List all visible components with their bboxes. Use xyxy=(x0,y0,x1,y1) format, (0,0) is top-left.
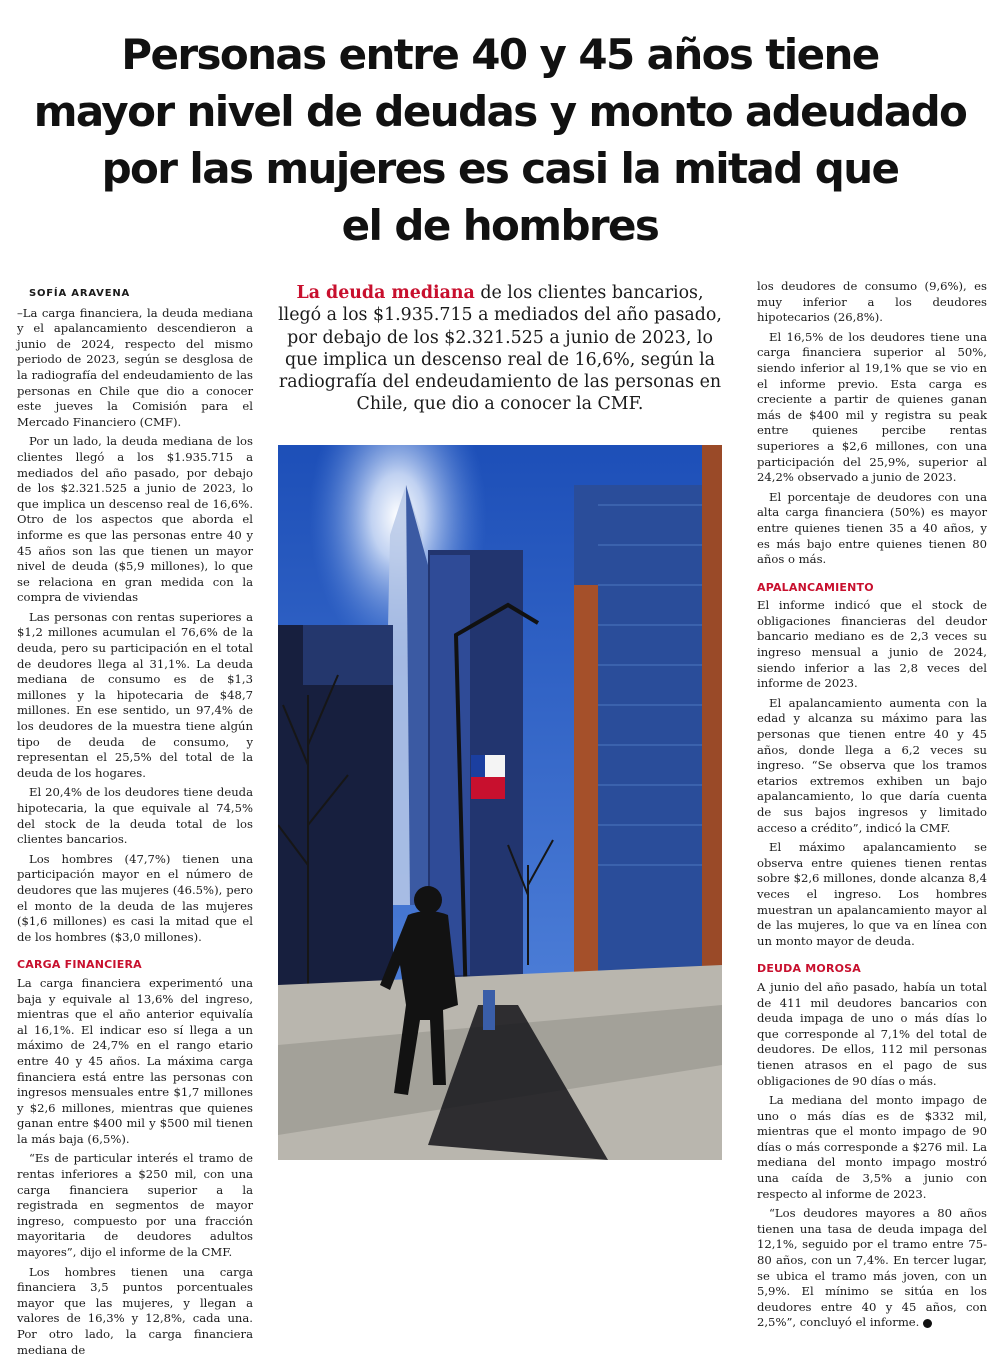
paragraph: los deudores de consumo (9,6%), es muy inferior a los deudores hipotecarios (26,8%). xyxy=(757,279,987,325)
paragraph: El informe indicó que el stock de obligaciones financieras del deudor bancario mediano es de 2,3 veces su ingreso mensual a junio de 2024, siendo inferior a las 2,8 veces del informe de 2023. xyxy=(757,598,987,691)
city-skyline-photo xyxy=(278,445,722,1160)
paragraph: –La carga financiera, la deuda mediana y el apalancamiento descendieron a junio de 2024, respecto del mismo periodo de 2023, según se desglosa de la radiografía del endeudamiento de las personas en Chile que dio a conocer este jueves la Comisión para el Mercado Financiero (CMF). xyxy=(17,305,253,429)
paragraph: El porcentaje de deudores con una alta carga financiera (50%) es mayor entre quienes tienen 35 a 40 años, y es más bajo entre quienes tienen 80 años o más. xyxy=(757,489,987,567)
headline-line-3: por las mujeres es casi la mitad que xyxy=(101,144,899,193)
headline-line-4: el de hombres xyxy=(341,201,659,250)
end-mark-icon: P xyxy=(923,1319,932,1328)
paragraph: El máximo apalancamiento se observa entre quienes tienen rentas sobre $2,6 millones, donde alcanza 8,4 veces el ingreso. Los hombres muestran un apalancamiento mayor al de las mujeres, lo que va en línea con un monto mayor de deuda. xyxy=(757,840,987,948)
paragraph: La mediana del monto impago de uno o más días es de $332 mil, mientras que el monto impago de 90 días o más corresponde a $276 mil. La mediana del monto impago mostró una caída de 3,5% a junio con respecto al informe de 2023. xyxy=(757,1093,987,1201)
subhead-apalancamiento: APALANCAMIENTO xyxy=(757,580,874,594)
headline-line-1: Personas entre 40 y 45 años tiene xyxy=(121,30,879,79)
subhead-carga-financiera: CARGA FINANCIERA xyxy=(17,958,142,972)
lead-text: de los clientes bancarios, llegó a los $1.935.715 a mediados del año pasado, por debajo de los $2.321.525 a junio de 2023, lo que implica un descenso real de 16,6%, según la radiografía del endeudamiento de las personas en Chile, que dio a conocer la CMF. xyxy=(278,283,722,415)
paragraph: La carga financiera experimentó una baja y equivale al 13,6% del ingreso, mientras que el año anterior equivalía al 16,1%. El indicar eso sí llega a un máximo de 24,7% en el rango etario entre 40 y 45 años. La máxima carga financiera está entre las personas con ingresos mensuales entre $1,7 millones y $2,6 millones, mientras que quienes ganan entre $400 mil y $500 mil tienen la más baja (6,5%). xyxy=(17,975,253,1146)
paragraph-closing xyxy=(757,1206,987,1331)
paragraph: Por un lado, la deuda mediana de los clientes llegó a los $1.935.715 a mediados del año pasado, por debajo de los $2.321.525 a junio de 2023, lo que implica un descenso real de 16,6%. Otro de los aspectos que aborda el informe es que las personas entre 40 y 45 años son las que tienen un mayor nivel de deuda ($5,9 millones), lo que se relaciona en gran medida con la compra de viviendas xyxy=(17,434,253,605)
lead-accent: La deuda mediana xyxy=(296,283,475,303)
headline xyxy=(0,26,1000,254)
paragraph: El 16,5% de los deudores tiene una carga financiera superior al 50%, siendo inferior al 19,1% que se vio en el informe previo. Esta carga es creciente a partir de quienes ganan más de $400 mil y registra su peak entre quienes percibe rentas superiores a $2,6 millones, con una participación del 25,9%, superior al 24,2% observado a junio de 2023. xyxy=(757,329,987,485)
paragraph: El 20,4% de los deudores tiene deuda hipotecaria, la que equivale al 74,5% del stock de la deuda total de los clientes bancarios. xyxy=(17,785,253,847)
paragraph: Los hombres tienen una carga financiera 3,5 puntos porcentuales mayor que las mujeres, y llegan a valores de 16,3% y 12,8%, cada una. Por otro lado, la carga financiera mediana de xyxy=(17,1264,253,1357)
paragraph: Los hombres (47,7%) tienen una participación mayor en el número de deudores que las mujeres (46.5%), pero el monto de la deuda de las mujeres ($1,6 millones) es casi la mitad que el de los hombres ($3,0 millones). xyxy=(17,851,253,944)
right-column xyxy=(757,279,987,1335)
subhead-deuda-morosa: DEUDA MOROSA xyxy=(757,962,862,976)
lead-paragraph xyxy=(278,282,722,416)
headline-line-2: mayor nivel de deudas y monto adeudado xyxy=(33,87,967,136)
paragraph: Las personas con rentas superiores a $1,2 millones acumulan el 76,6% de la deuda, pero su participación en el total de deudores llega al 31,1%. La deuda mediana de consumo es de $1,3 millones y la hipotecaria de $48,7 millones. En ese sentido, un 97,4% de los deudores de la muestra tiene algún tipo de deuda de consumo, y representan el 25,5% del total de la deuda de los hogares. xyxy=(17,609,253,780)
byline: SOFÍA ARAVENA xyxy=(29,288,131,299)
left-column xyxy=(17,286,253,1362)
photo-illustration xyxy=(278,445,722,1160)
paragraph: El apalancamiento aumenta con la edad y alcanza su máximo para las personas que tienen entre 40 y 45 años, donde llega a 6,2 veces su ingreso. “Se observa que los tramos etarios extremos exhiben un bajo apalancamiento, lo que daría cuenta de sus bajos ingresos y limitado acceso a crédito”, indicó la CMF. xyxy=(757,695,987,835)
paragraph: “Es de particular interés el tramo de rentas inferiores a $250 mil, con una carga financiera superior a la registrada en segmentos de mayor ingreso, compuesto por una fracción mayoritaria de deudores adultos mayores”, dijo el informe de la CMF. xyxy=(17,1151,253,1260)
paragraph: A junio del año pasado, había un total de 411 mil deudores bancarios con deuda impaga de uno o más días lo que corresponde al 7,1% del total de deudores. De ellos, 112 mil personas tienen atrasos en el pago de sus obligaciones de 90 días o más. xyxy=(757,979,987,1088)
closing-text: “Los deudores mayores a 80 años tienen una tasa de deuda impaga del 12,1%, seguido por el tramo entre 75-80 años, con un 7,4%. En tercer lugar, se ubica el tramo más joven, con un 5,9%. El mínimo se sitúa en los deudores entre 40 y 45 años, con 2,5%”, concluyó el informe. xyxy=(757,1206,987,1330)
